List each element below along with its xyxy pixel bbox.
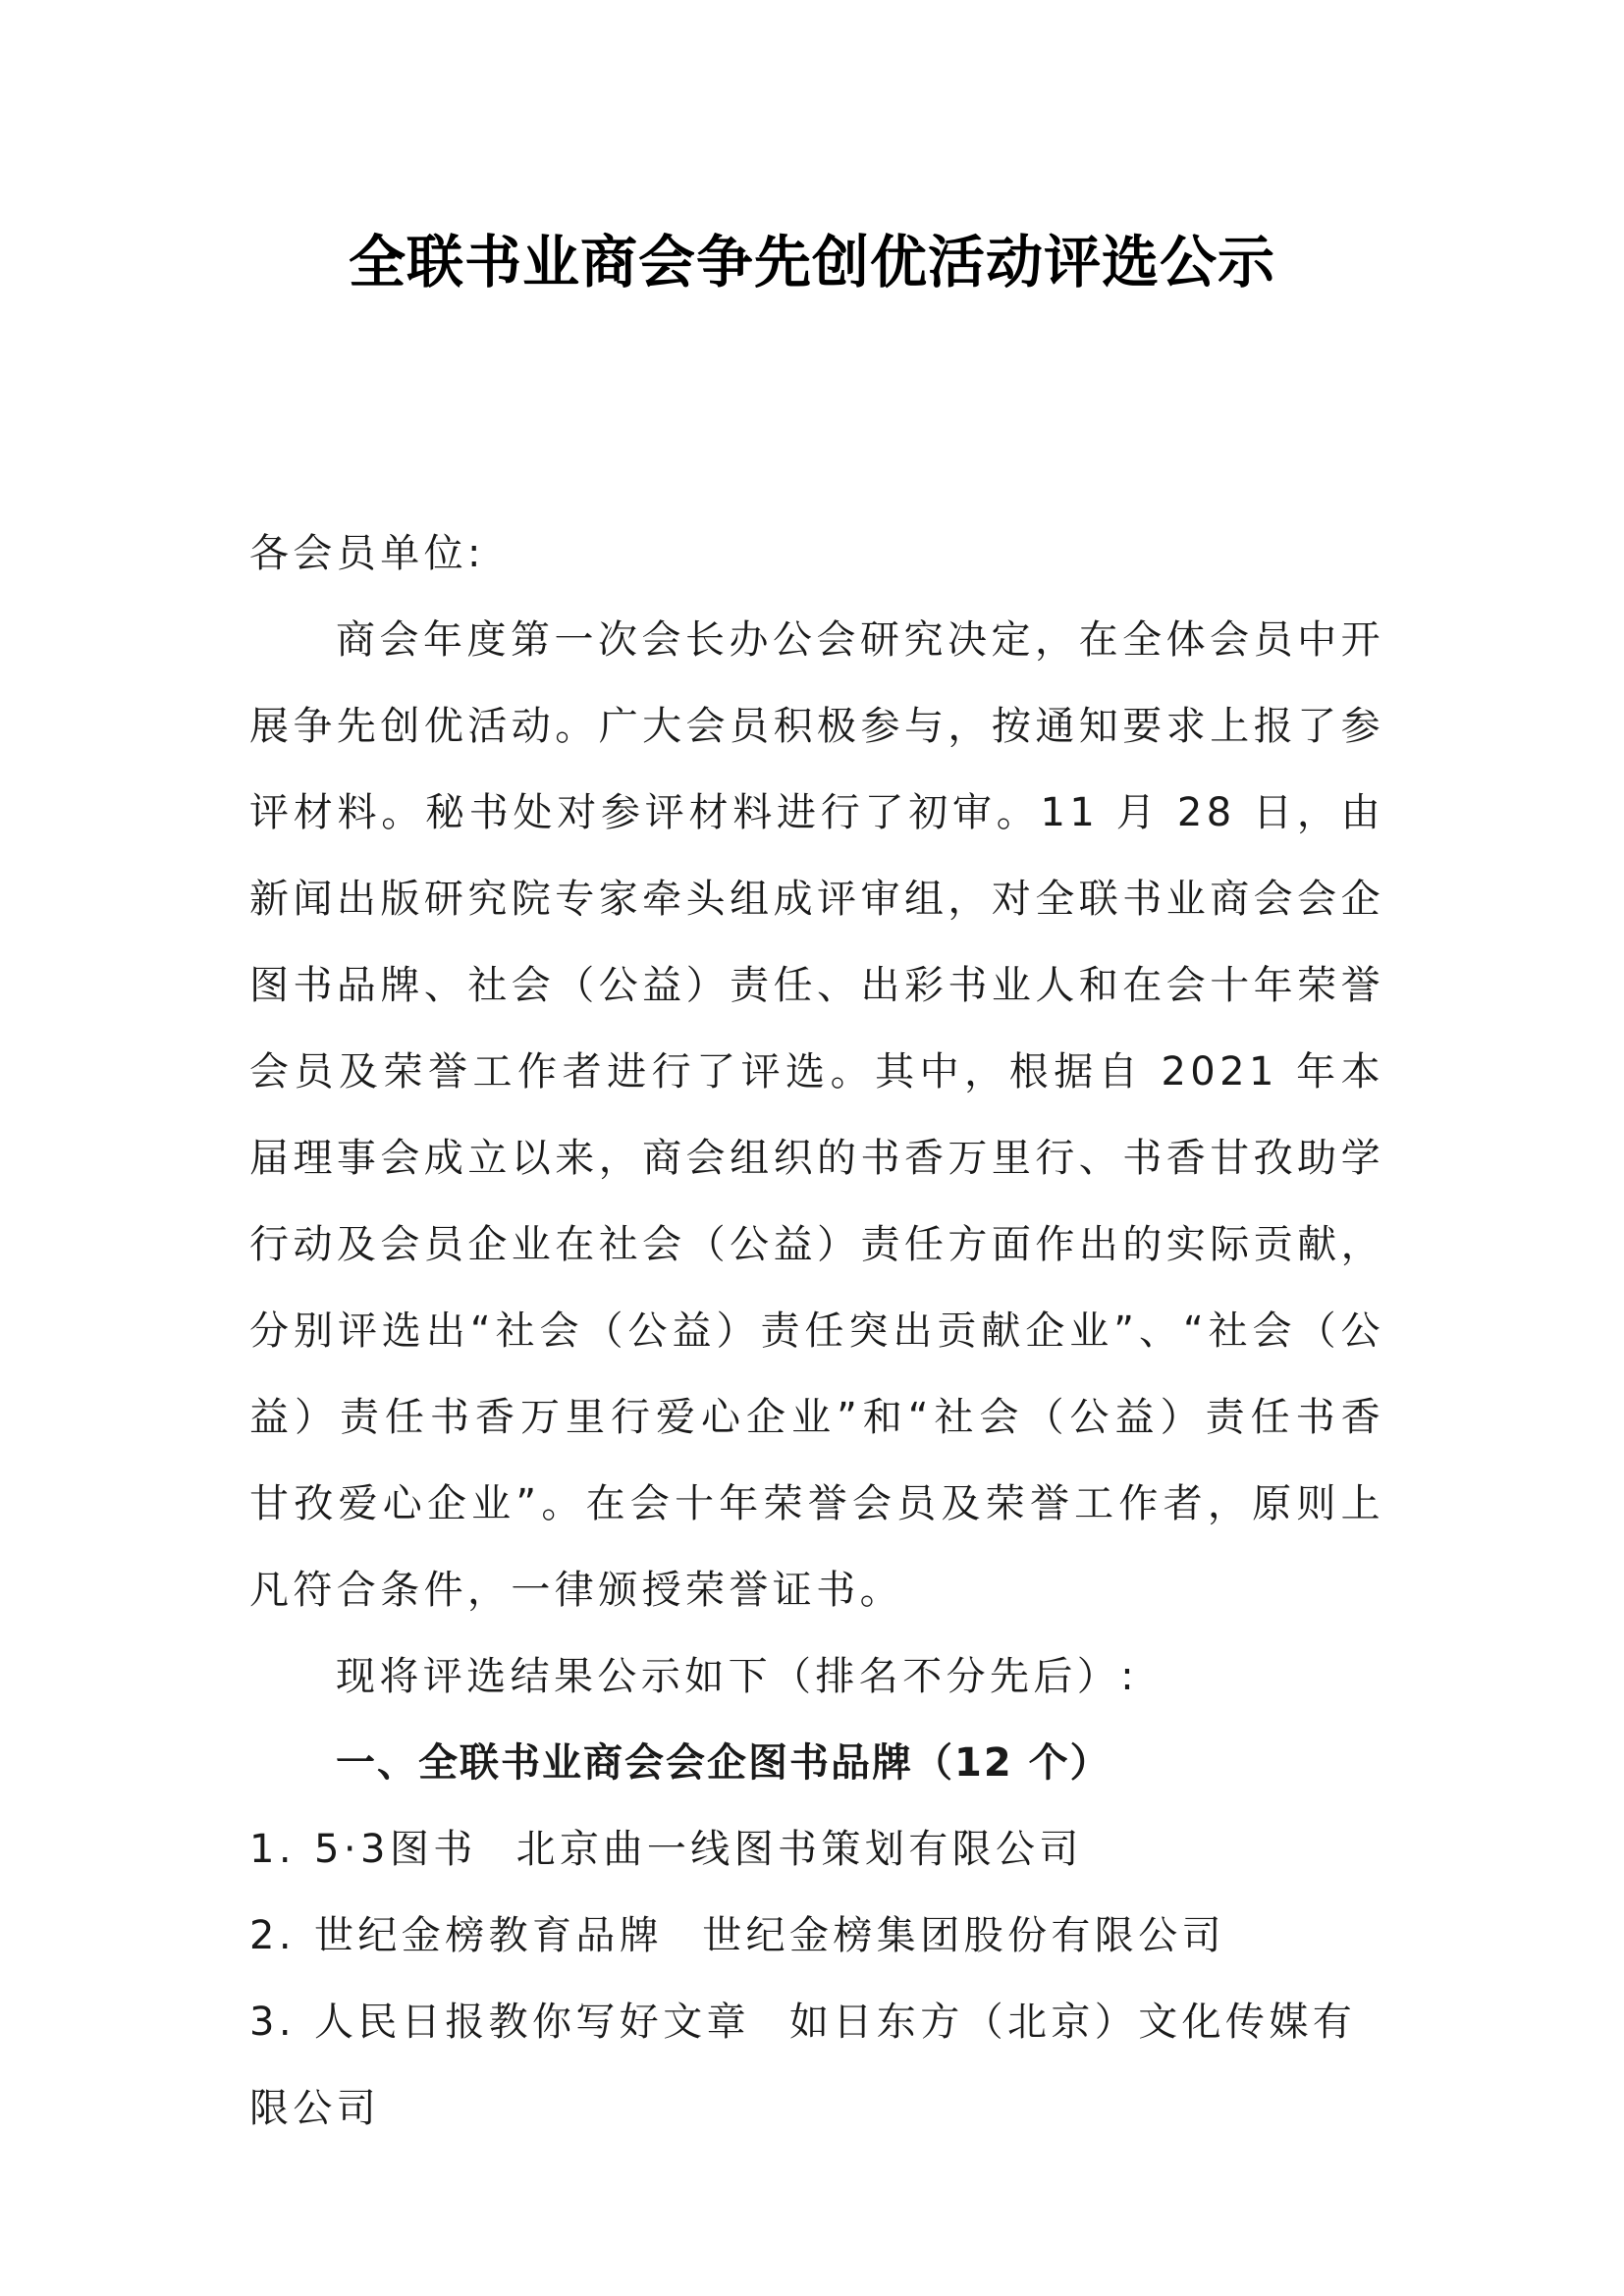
item-brand: 5·3图书 (314, 1827, 477, 1872)
item-number: 2. (249, 1913, 296, 1958)
item-company: 如日东方（北京）文化传媒有限公司 (249, 2000, 1357, 2131)
salutation: 各会员单位: (249, 531, 485, 576)
list-item (249, 1979, 1384, 2152)
document-title: 全联书业商会争先创优活动评选公示 (348, 229, 1275, 295)
item-company: 北京曲一线图书策划有限公司 (515, 1827, 1083, 1872)
paragraph-announce: 现将评选结果公示如下（排名不分先后）: (336, 1654, 1139, 1699)
item-company: 世纪金榜集团股份有限公司 (702, 1913, 1226, 1958)
document-body (249, 510, 1384, 2152)
item-brand: 世纪金榜教育品牌 (314, 1913, 664, 1958)
paragraph-intro: 商会年度第一次会长办公会研究决定，在全体会员中开展争先创优活动。广大会员积极参与，按通知要求上报了参评材料。秘书处对参评材料进行了初审。11 月 28 日，由新闻出版研究院专家牵头组成评审组，对全联书业商会会企图书品牌、社会（公益）责任、出彩书业人和在会十年荣誉会员及荣誉工作者进行了评选。其中，根据自 2021 年本届理事会成立以来，商会组织的书香万里行、书香甘孜助学行动及会员企业在社会（公益）责任方面作出的实际贡献，分别评选出“社会（公益）责任突出贡献企业”、“社会（公益）责任书香万里行爱心企业”和“社会（公益）责任书香甘孜爱心企业”。在会十年荣誉会员及荣誉工作者，原则上凡符合条件，一律颁授荣誉证书。 (249, 617, 1384, 1613)
section-heading: 一、全联书业商会会企图书品牌（12 个） (336, 1740, 1111, 1786)
list-item (249, 1806, 1384, 1893)
item-brand: 人民日报教你写好文章 (314, 2000, 750, 2045)
item-number: 1. (249, 1827, 296, 1872)
item-number: 3. (249, 2000, 296, 2045)
list-item (249, 1893, 1384, 1979)
